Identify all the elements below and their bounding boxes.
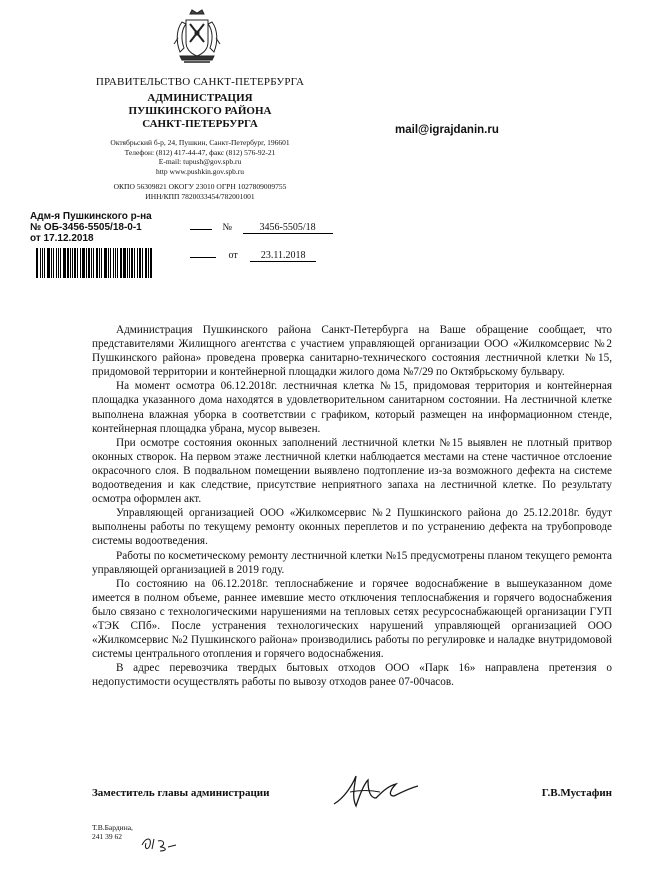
barcode-bar [148, 248, 149, 278]
website-line: http www.pushkin.gov.spb.ru [156, 166, 244, 176]
barcode-bar [40, 248, 41, 278]
barcode-bar [47, 248, 50, 278]
barcode-bar [63, 248, 66, 278]
barcode-bar [80, 248, 81, 278]
barcode-bar [127, 248, 128, 278]
barcode-bar [36, 248, 38, 278]
barcode-bar [101, 248, 102, 278]
barcode-bar [88, 248, 90, 278]
barcode-bar [139, 248, 141, 278]
phone-line: Телефон: (812) 417-44-47, факс (812) 576-92-21 [124, 147, 276, 157]
barcode-bar [56, 248, 57, 278]
barcode-bar [104, 248, 107, 278]
barcode-bar [123, 248, 126, 278]
barcode-bar [145, 248, 148, 278]
barcode-bar [117, 248, 118, 278]
barcode-bar [67, 248, 69, 278]
letter-body [92, 323, 612, 689]
signer-name: Г.В.Мустафин [541, 787, 612, 799]
coat-of-arms-icon [172, 8, 222, 66]
barcode-bar [44, 248, 46, 278]
body-paragraph: При осмотре состояния оконных заполнений лестничной клетки №15 выявлен не плотный притвор оконных створок. На первом этаже лестничной клетки наблюдается местами на стене частичное отслоение окрасочного слоя. В подвальном помещении выявлено подтопление из-за возможного дефекта на системе водоотведения и как следствие, присутствие неприятного запаха на лестничной клетке. По результату осмотра оформлен акт. [92, 436, 612, 506]
barcode-bar [42, 248, 43, 278]
registration-stamp [30, 211, 170, 244]
date-value: 23.11.2018 [250, 250, 316, 262]
barcode-bar [70, 248, 71, 278]
barcode-bar [120, 248, 122, 278]
recipient-email: mail@igrajdanin.ru [395, 124, 499, 136]
barcode-bar [53, 248, 54, 278]
organization-codes [85, 182, 315, 202]
signer-title: Заместитель главы администрации [92, 787, 270, 799]
executor-phone: 241 39 62 [92, 832, 122, 841]
sender-address [85, 138, 315, 176]
barcode-bar [137, 248, 138, 278]
barcode-bar [99, 248, 101, 278]
barcode-bar [108, 248, 109, 278]
stamp-line: Адм-я Пушкинского р-на [30, 211, 152, 222]
outgoing-number [190, 222, 333, 234]
body-paragraph: В адрес перевозчика твердых бытовых отходов ООО «Парк 16» направлена претензия о недопустимости осуществлять работы по вывозу отходов ранее 07-00часов. [92, 662, 612, 689]
body-paragraph: Администрация Пушкинского района Санкт-Петербурга на Ваше обращение сообщает, что представителями Жилищного агентства с участием управляющей организации ООО «Жилкомсервис №2 Пушкинского района» проведена проверка санитарно-технического состояния лестничной клетки №15, придомовой территории и контейнерной площадки жилого дома №7/29 по Октябрьскому бульвару. [92, 324, 612, 379]
barcode-bar [86, 248, 87, 278]
barcode-bar [142, 248, 143, 278]
government-title: ПРАВИТЕЛЬСТВО САНКТ-ПЕТЕРБУРГА [95, 76, 305, 88]
barcode-bar [51, 248, 52, 278]
body-paragraph: Управляющей организацией ООО «Жилкомсервис №2 Пушкинского района до 25.12.2018г. будут выполнены работы по текущему ремонту оконных переплетов и по устранению дефекта на трубопроводе системы водоотведения. [92, 507, 612, 548]
handwritten-signature-icon [330, 768, 420, 816]
barcode-bar [96, 248, 98, 278]
barcode-bar [72, 248, 73, 278]
body-paragraph: Работы по косметическому ремонту лестничной клетки №15 предусмотрены планом текущего ремонта управляющей организацией в 2019 году. [92, 549, 612, 576]
barcode-bar [77, 248, 78, 278]
body-paragraph: По состоянию на 06.12.2018г. теплоснабжение и горячее водоснабжение в вышеуказанном доме имеется в полном объеме, раннее имевшие место отключения теплоснабжения и горячего водоснабжения было связано с технологическими нарушениями на тепловых сетях ресурсоснабжающей организации ГУП «ТЭК СПб». После устранения технологических нарушений управляющей организацией ООО «Жилкомсервис №2 Пушкинского района» производились работы по регулировке и наладке внутридомовой системы центрального отопления и горячего водоснабжения. [92, 577, 612, 661]
administration-line: АДМИНИСТРАЦИЯ [147, 92, 253, 104]
barcode-bar [134, 248, 135, 278]
administration-title [85, 92, 315, 131]
executor-name: Т.В.Бардина, [92, 823, 133, 832]
barcode-bar [150, 248, 152, 278]
initials-mark-icon [138, 833, 178, 853]
barcode-bar [131, 248, 133, 278]
administration-line: САНКТ-ПЕТЕРБУРГА [142, 118, 258, 130]
stamp-line: № ОБ-3456-5505/18-0-1 [30, 222, 142, 233]
barcode-bar [113, 248, 115, 278]
codes-line: ОКПО 56309821 ОКОГУ 23010 ОГРН 1027809009755 [113, 182, 287, 191]
stamp-line: от 17.12.2018 [30, 233, 94, 244]
barcode-bar [129, 248, 130, 278]
number-label: № [222, 222, 233, 233]
barcode-bar [93, 248, 94, 278]
administration-line: ПУШКИНСКОГО РАЙОНА [128, 105, 272, 117]
barcode-bar [60, 248, 61, 278]
inn-line: ИНН/КПП 7820033454/782001001 [145, 192, 255, 201]
barcode-bar [58, 248, 60, 278]
barcode-bar [82, 248, 85, 278]
outgoing-date [190, 250, 316, 262]
barcode-bar [110, 248, 111, 278]
address-line: Октябрьский б-р, 24, Пушкин, Санкт-Петербург, 196601 [110, 138, 290, 147]
barcode-bar [74, 248, 76, 278]
number-value: 3456-5505/18 [243, 222, 333, 234]
executor [92, 823, 133, 841]
body-paragraph: На момент осмотра 06.12.2018г. лестничная клетка №15, придомовая территория и контейнерная площадка указанного дома находятся в удовлетворительном санитарном состоянии. На лестничной клетке выполнена влажная уборка в соответствии с графиком, который размещен на информационном стенде, контейнерная площадка убрана, мусор вывезен. [92, 380, 612, 435]
barcode-bar [91, 248, 92, 278]
barcode-icon [36, 248, 154, 278]
date-label: от [228, 250, 238, 261]
barcode-bar [115, 248, 116, 278]
email-line: E-mail: tupush@gov.spb.ru [158, 157, 242, 166]
